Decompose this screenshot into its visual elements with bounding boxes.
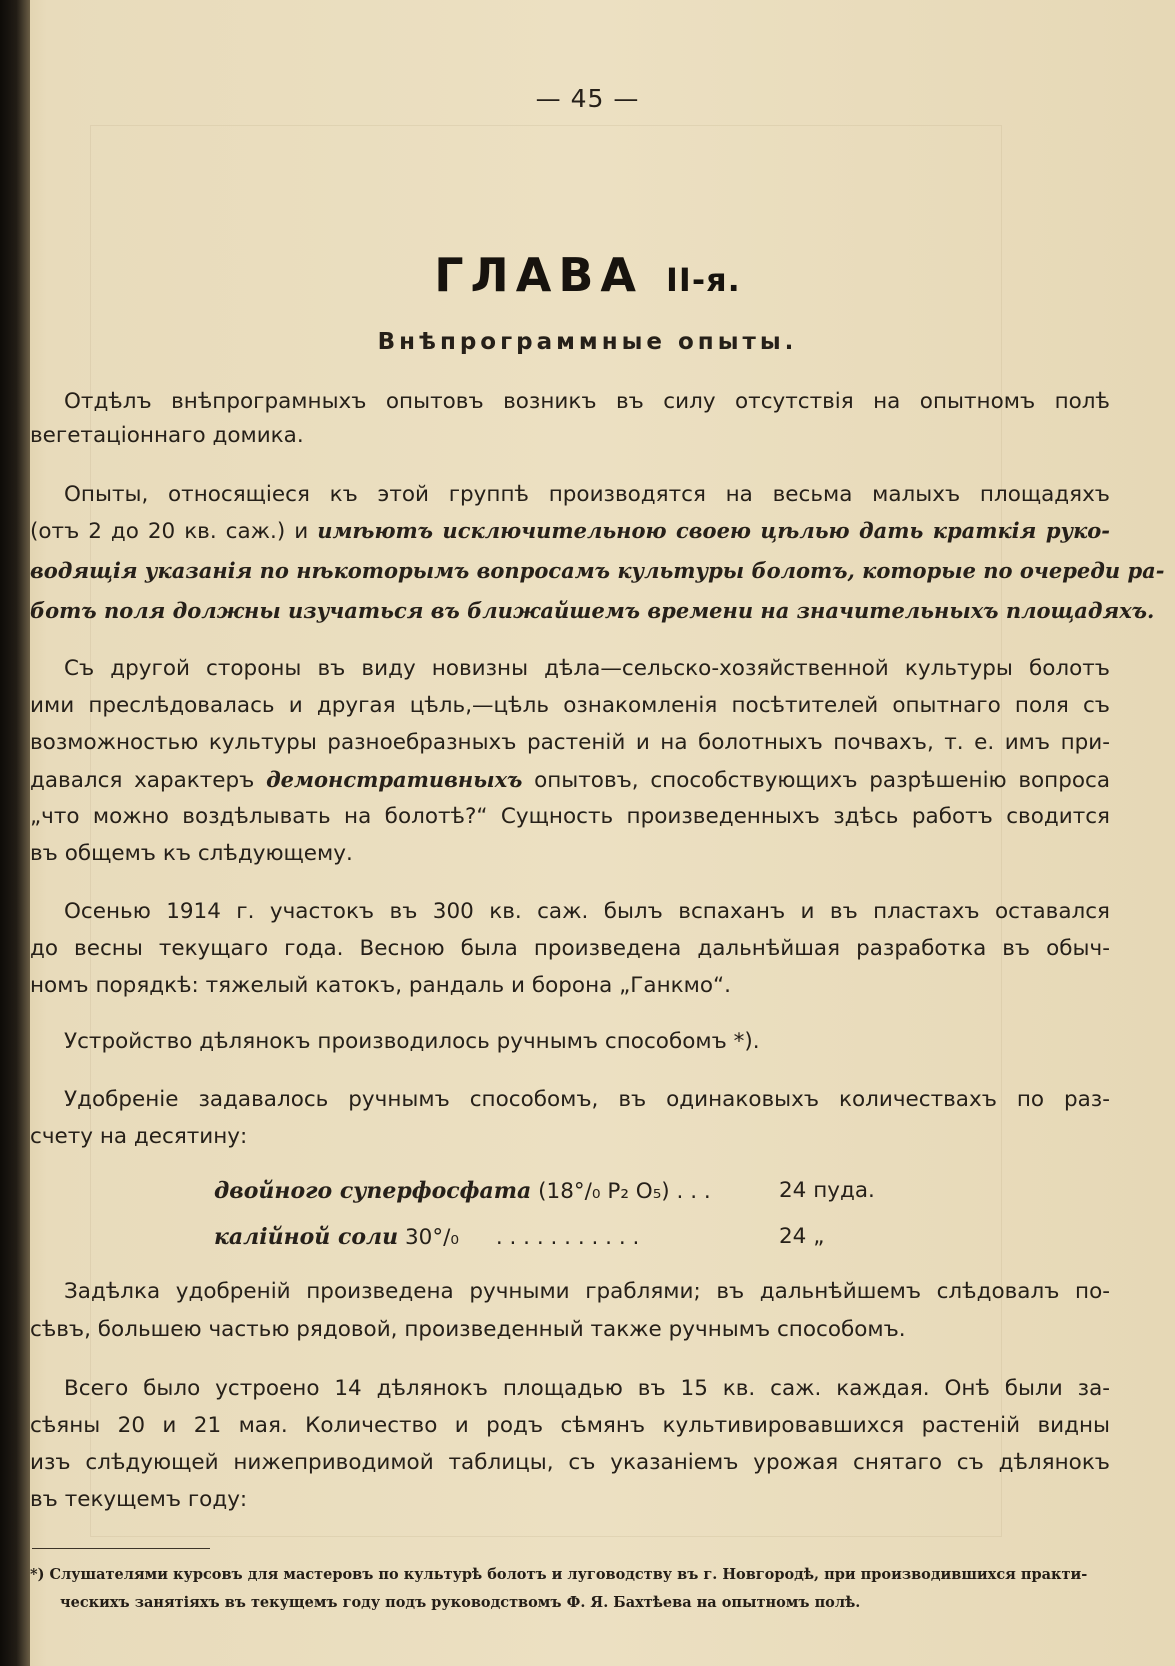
text-line [30,763,1110,797]
text-line: ими преслѣдовалась и другая цѣль,—цѣль ознакомленія посѣтителей опытнаго поля съ [30,693,1110,718]
text-line: сѣвъ, большею частью рядовой, произведенный также ручнымъ способомъ. [30,1317,906,1342]
text-line: счету на десятину: [30,1124,248,1149]
text-line-italic [30,554,1165,588]
text-line: „что можно воздѣлывать на болотѣ?“ Сущность произведенныхъ здѣсь работъ сводится [30,804,1110,829]
footnote-line: ческихъ занятіяхъ въ текущемъ году подъ руководствомъ Ф. Я. Бахтѣева на опытномъ полѣ. [60,1594,861,1611]
footnote-line: *) Слушателями курсовъ для мастеровъ по культурѣ болотъ и луговодству въ г. Новгородѣ, при производившихся практи- [30,1566,1088,1583]
chapter-title [0,248,1175,302]
text-line: Съ другой стороны въ виду новизны дѣла—сельско-хозяйственной культуры болотъ [64,656,1110,681]
italic-span: демонстративныхъ [266,767,523,792]
fertilizer-formula: 30°/₀ [404,1225,459,1250]
text-line: сѣяны 20 и 21 мая. Количество и родъ сѣмянъ культивировавшихся растеній видны [30,1413,1110,1438]
text-line: Осенью 1914 г. участокъ въ 300 кв. саж. былъ вспаханъ и въ пластахъ оставался [64,899,1110,924]
page-number: — 45 — [535,84,640,113]
fertilizer-amount: 24 „ [779,1224,825,1249]
italic-span: водящія указанія по нѣкоторымъ вопросамъ культуры болотъ, которые по очереди ра- [30,558,1165,583]
text-line: въ текущемъ году: [30,1487,248,1512]
text-line: до весны текущаго года. Весною была произведена дальнѣйшая разработка въ обыч- [30,936,1110,961]
text-line: Устройство дѣлянокъ производилось ручнымъ способомъ *). [64,1029,760,1054]
italic-span: ботъ поля должны изучаться въ ближайшемъ времени на значительныхъ площадяхъ. [30,598,1155,623]
fertilizer-amount: 24 пуда. [779,1178,875,1203]
text-line: Опыты, относящіеся къ этой группѣ производятся на весьма малыхъ площадяхъ [64,482,1110,507]
text-line [30,514,1110,548]
text-span: давался характеръ [30,768,255,793]
text-line: Всего было устроено 14 дѣлянокъ площадью въ 15 кв. саж. каждая. Онѣ были за- [64,1376,1110,1401]
text-line: въ общемъ къ слѣдующему. [30,841,353,866]
fertilizer-name: калійной соли [214,1224,399,1250]
fertilizer-dots: . . . [676,1179,711,1204]
text-line-italic [30,594,1155,628]
text-span: (отъ 2 до 20 кв. саж.) и [30,519,309,544]
text-line: Удобреніе задавалось ручнымъ способомъ, въ одинаковыхъ количествахъ по раз- [64,1087,1110,1112]
chapter-title-suffix: II-я. [666,261,741,299]
fertilizer-name: двойного суперфосфата [214,1178,532,1204]
text-line: вегетаціоннаго домика. [30,423,304,448]
footnote-rule [32,1548,210,1549]
fertilizer-row [214,1174,875,1208]
section-title: Внѣпрограммные опыты. [377,329,798,355]
text-line: изъ слѣдующей нижеприводимой таблицы, съ указаніемъ урожая снятаго съ дѣлянокъ [30,1450,1110,1475]
text-line: возможностью культуры разноебразныхъ растеній и на болотныхъ почвахъ, т. е. имъ при- [30,730,1110,755]
text-line: номъ порядкѣ: тяжелый катокъ, рандаль и борона „Ганкмо“. [30,973,731,998]
chapter-title-main: ГЛАВА [434,248,643,302]
fertilizer-row [214,1220,825,1254]
italic-span: имѣютъ исключительною своею цѣлью дать краткія руко- [317,518,1111,543]
text-span: опытовъ, способствующихъ разрѣшенію вопроса [534,768,1111,793]
fertilizer-dots: . . . . . . . . . . . [495,1225,640,1250]
fertilizer-formula: (18°/₀ P₂ O₅) [538,1179,670,1204]
text-line: Задѣлка удобреній произведена ручными граблями; въ дальнѣйшемъ слѣдовалъ по- [64,1279,1110,1304]
text-line: Отдѣлъ внѣпрограмныхъ опытовъ возникъ въ силу отсутствія на опытномъ полѣ [64,389,1110,414]
